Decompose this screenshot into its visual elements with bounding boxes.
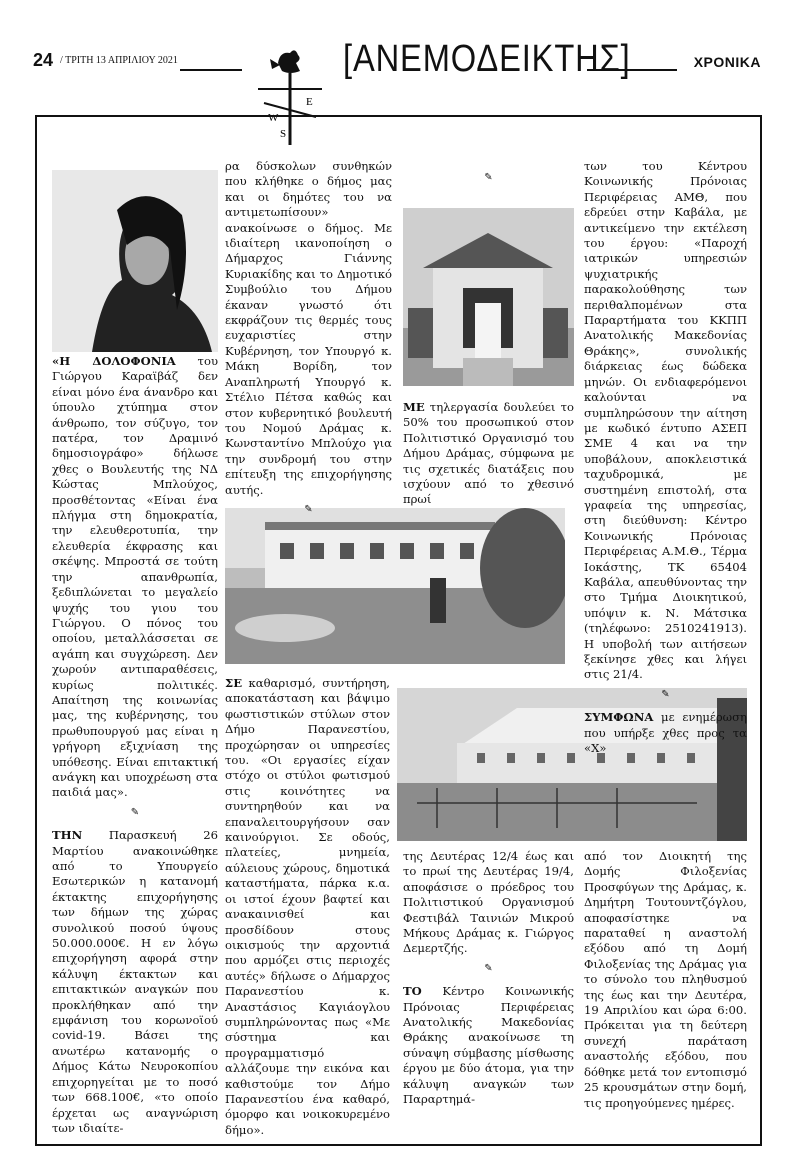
article-column-1 (52, 354, 218, 1136)
paragraph-text: Κέντρο Κοινωνικής Πρόνοιας Περιφέρειας Ανατολικής Μακεδονίας Θράκης ανακοίνωσε τη σύναψη σύμβασης μίσθωσης έργου με δύο άτομα, για την κάλυψη αναγκών των Παραρτημά- (403, 984, 574, 1107)
pen-separator-icon: ✎ (484, 962, 493, 974)
paragraph-text: με ενημέρωση που υπήρξε χθες προς τα «Χ» (584, 710, 747, 756)
paragraph-text: ρα δύσκολων συνθηκών που κλήθηκε ο δήμος μας και οι δημότες του να αντιμετωπίσουν» ανακοίνωσε ο δήμος. Με ιδιαίτερη ικανοποίηση ο Δήμαρχος Γιάννης Κυριακίδης και το Δημοτικό Συμβούλιο του Δήμου έκαναν γνωστό ότι εκφράζουν τις θερμές τους ευχαριστίες στην Κυβέρνηση, τον Υπουργό κ. Μάκη Βορίδη, τον Αναπληρωτή Υπουργό κ. Στέλιο Πέτσα καθώς και στον κυβερνητικό βουλευτή του Νομού Δράμας κ. Κωνσταντίνο Μπλούχο για την συνδρομή του στην επίτευξη της επιχορήγησης αυτής. (225, 159, 392, 497)
article-column-4-top (584, 159, 747, 756)
pen-separator-icon: ✎ (130, 806, 140, 818)
pen-separator-icon: ✎ (304, 503, 313, 515)
article-paragraph (403, 984, 574, 1107)
article-paragraph (52, 828, 218, 1136)
paragraph-text: του Γιώργου Καραϊβάζ δεν είναι μόνο ένα άνανδρο και ύπουλο χτύπημα στον άνθρωπο, τον σύζυγο, τον πατέρα, τον Δραμινό δημοσιογράφο» δήλωσε χθες ο Βουλευτής της ΝΔ Κώστας Μπλούχος, προσθέτοντας «Είναι ένα πλήγμα στη δημοκρατία, την ελευθεροτυπία, την ελευθερία έκφρασης και σκέψης. Μπροστά σε τούτη την απανθρωπία, ξεδιπλώνεται το μεγαλείο ψυχής του γιου του Γιώργου. Ο πόνος του οποίου, μεταλλάσσεται σε αγάπη και συγχώρεση. Δεν χωρούν αντιπαραθέσεις, κυρίως πολιτικές. Απαίτηση της κοινωνίας μας, της κυβέρνησης, του πρωθυπουργού μας είναι η γρήγορη εξιχνίαση της υπόθεσης. Είναι επιτακτική ανάγκη και υποχρέωση στα παιδιά μας». (52, 354, 218, 800)
article-column-3-top (403, 166, 574, 193)
vane-letter-e: E (306, 96, 313, 108)
article-paragraph (584, 710, 747, 756)
article-column-3-mid (403, 400, 574, 508)
lead-word: ΜΕ (403, 400, 425, 414)
lead-word: «Η ΔΟΛΟΦΟΝΙΑ (52, 354, 176, 368)
issue-date: / ΤΡΙΤΗ 13 ΑΠΡΙΛΙΟΥ 2021 (60, 55, 178, 66)
article-column-3-bottom (403, 849, 574, 1108)
article-column-2-bottom (225, 676, 390, 1138)
building-photo-1 (403, 208, 574, 386)
article-paragraph (403, 400, 574, 508)
paragraph-text: τηλεργασία δουλεύει το 50% του προσωπικού στον Πολιτιστικό Οργανισμό του Δήμου Δράμας, σύμφωνα με τις σχετικές διατάξεις που ισχύουν από το χθεσινό πρωί (403, 400, 574, 507)
portrait-photo (52, 170, 218, 352)
lead-word: ΣΕ (225, 676, 243, 690)
header-rule-left (180, 69, 242, 71)
lead-word: ΣΥΜΦΩΝΑ (584, 710, 654, 725)
page-number: 24 (33, 50, 54, 70)
vane-letter-w: W (268, 112, 279, 124)
article-column-2-top (225, 159, 392, 525)
article-column-4-bottom (584, 849, 747, 1111)
article-paragraph (225, 676, 390, 1138)
article-paragraph (52, 354, 218, 801)
vane-letter-s: S (280, 128, 287, 140)
paragraph-text: καθαρισμό, συντήρηση, αποκατάσταση και βάψιμο φωστιστικών στύλων στον Δήμο Παρανεστίου, προχώρησαν οι υπηρεσίες του. «Οι εργασίες είχαν στόχο οι στύλοι φωτισμού στις κοινότητες να συντηρηθούν και να επαναλειτουργήσουν σαν καινούργιοι. Σε οδούς, πλατείες, μνημεία, αύλειους χώρους, δημοτικά καταστήματα, πάρκα κ.α. οι ιστοί έχουν βαφτεί και ανακαινισθεί και προσδίδουν στους οικισμούς την αρχοντιά που αρμόζει στις περιοχές αυτές» δήλωσε ο Δήμαρχος Παρανεστίου κ. Αναστάσιος Καγιάογλου συμπληρώνοντας πως «Με σύστημα και προγραμματισμό αλλάζουμε την εικόνα και καθιστούμε τον Δήμο Παρανεστίου ένα καθαρό, όμορφο και νοικοκυρεμένο δήμο». (225, 676, 390, 1137)
masthead-title: [ΑΝΕΜΟΔΕΙΚΤΗΣ] (343, 38, 631, 80)
paragraph-text: Παρασκευή 26 Μαρτίου ανακοινώθηκε από το Υπουργείο Εσωτερικών η κατανομή έκτακτης επιχορήγησης των δήμων της χώρας συνολικού ποσού ύψους 50.000.000€. Η εν λόγω επιχορήγηση αφορά στην κάλυψη έκτακτων και επιτακτικών αναγκών που προκλήθηκαν από την εμφάνιση του κορωνοϊού covid-19. Βάσει της ανωτέρω κατανομής ο Δήμος Κάτω Νευροκοπίου επιχορηγείται με το ποσό των 668.100€, «το οποίο έρχεται ως αναγνώριση των ιδιαίτε- (52, 828, 218, 1135)
section-title: ΧΡΟΝΙΚΑ (693, 54, 761, 70)
lead-word: ΤΗΝ (52, 828, 83, 843)
paragraph-text: από τον Διοικητή της Δομής Φιλοξενίας Προσφύγων της Δράμας, κ. Δημήτρη Τουτουντζόγλου, αποφασίστηκε να παραταθεί η αναστολή εξόδου από τη Δομή Φιλοξενίας της Δράμας για το σύνολο του πληθυσμού της έως και την Δευτέρα, 19 Απριλίου και ώρα 6:00. Πρόκειται για τη δεύτερη συνεχή παράταση αναστολής εξόδου, που δόθηκε μετά τον εντοπισμό 25 κρουσμάτων στην δομή, τις προηγούμενες ημέρες. (584, 849, 747, 1110)
lead-word: ΤΟ (403, 984, 422, 999)
paragraph-text: των του Κέντρου Κοινωνικής Πρόνοιας Περιφέρειας ΑΜΘ, που εδρεύει στην Καβάλα, με αντικείμενο την εκτέλεση του έργου: «Παροχή ιατρικών υπηρεσιών ψυχιατρικής παρακολούθησης των περιθαλπομένων στα Παραρτήματα του ΚΚΠΠ Ανατολικής Μακεδονίας Θράκης», συνολικής διάρκειας έως δώδεκα μηνών. Οι ενδιαφερόμενοι καλούνται να συμπληρώσουν την αίτηση με κωδικό έντυπο ΑΣΕΠ ΣΜΕ 4 και να την υποβάλουν, αποκλειστικά ταχυδρομικά, με συστημένη επιστολή, στα γραφεία της υπηρεσίας, στη διεύθυνση: Κέντρο Κοινωνικής Πρόνοιας Περιφέρειας Α.Μ.Θ., Τέρμα Ιοκάστης, ΤΚ 65404 Καβάλα, απευθύνοντας την στο Τμήμα Διοικητικού, υπόψιν κ. Ν. Μάτσικα (τηλέφωνο: 2510241913). Η υποβολή των αιτήσεων ξεκίνησε χθες και λήγει στις 21/4. (584, 159, 747, 682)
pen-separator-icon: ✎ (661, 688, 670, 700)
building-photo-2 (225, 508, 565, 664)
paragraph-text: της Δευτέρας 12/4 έως και το πρωί της Δευτέρας 19/4, αποφάσισε ο πρόεδρος του Πολιτιστικού Οργανισμού Φεστιβάλ Ταινιών Μικρού Μήκους Δράμας κ. Γιώργος Δεμερτζής. (403, 849, 574, 956)
pen-separator-icon: ✎ (484, 172, 493, 183)
